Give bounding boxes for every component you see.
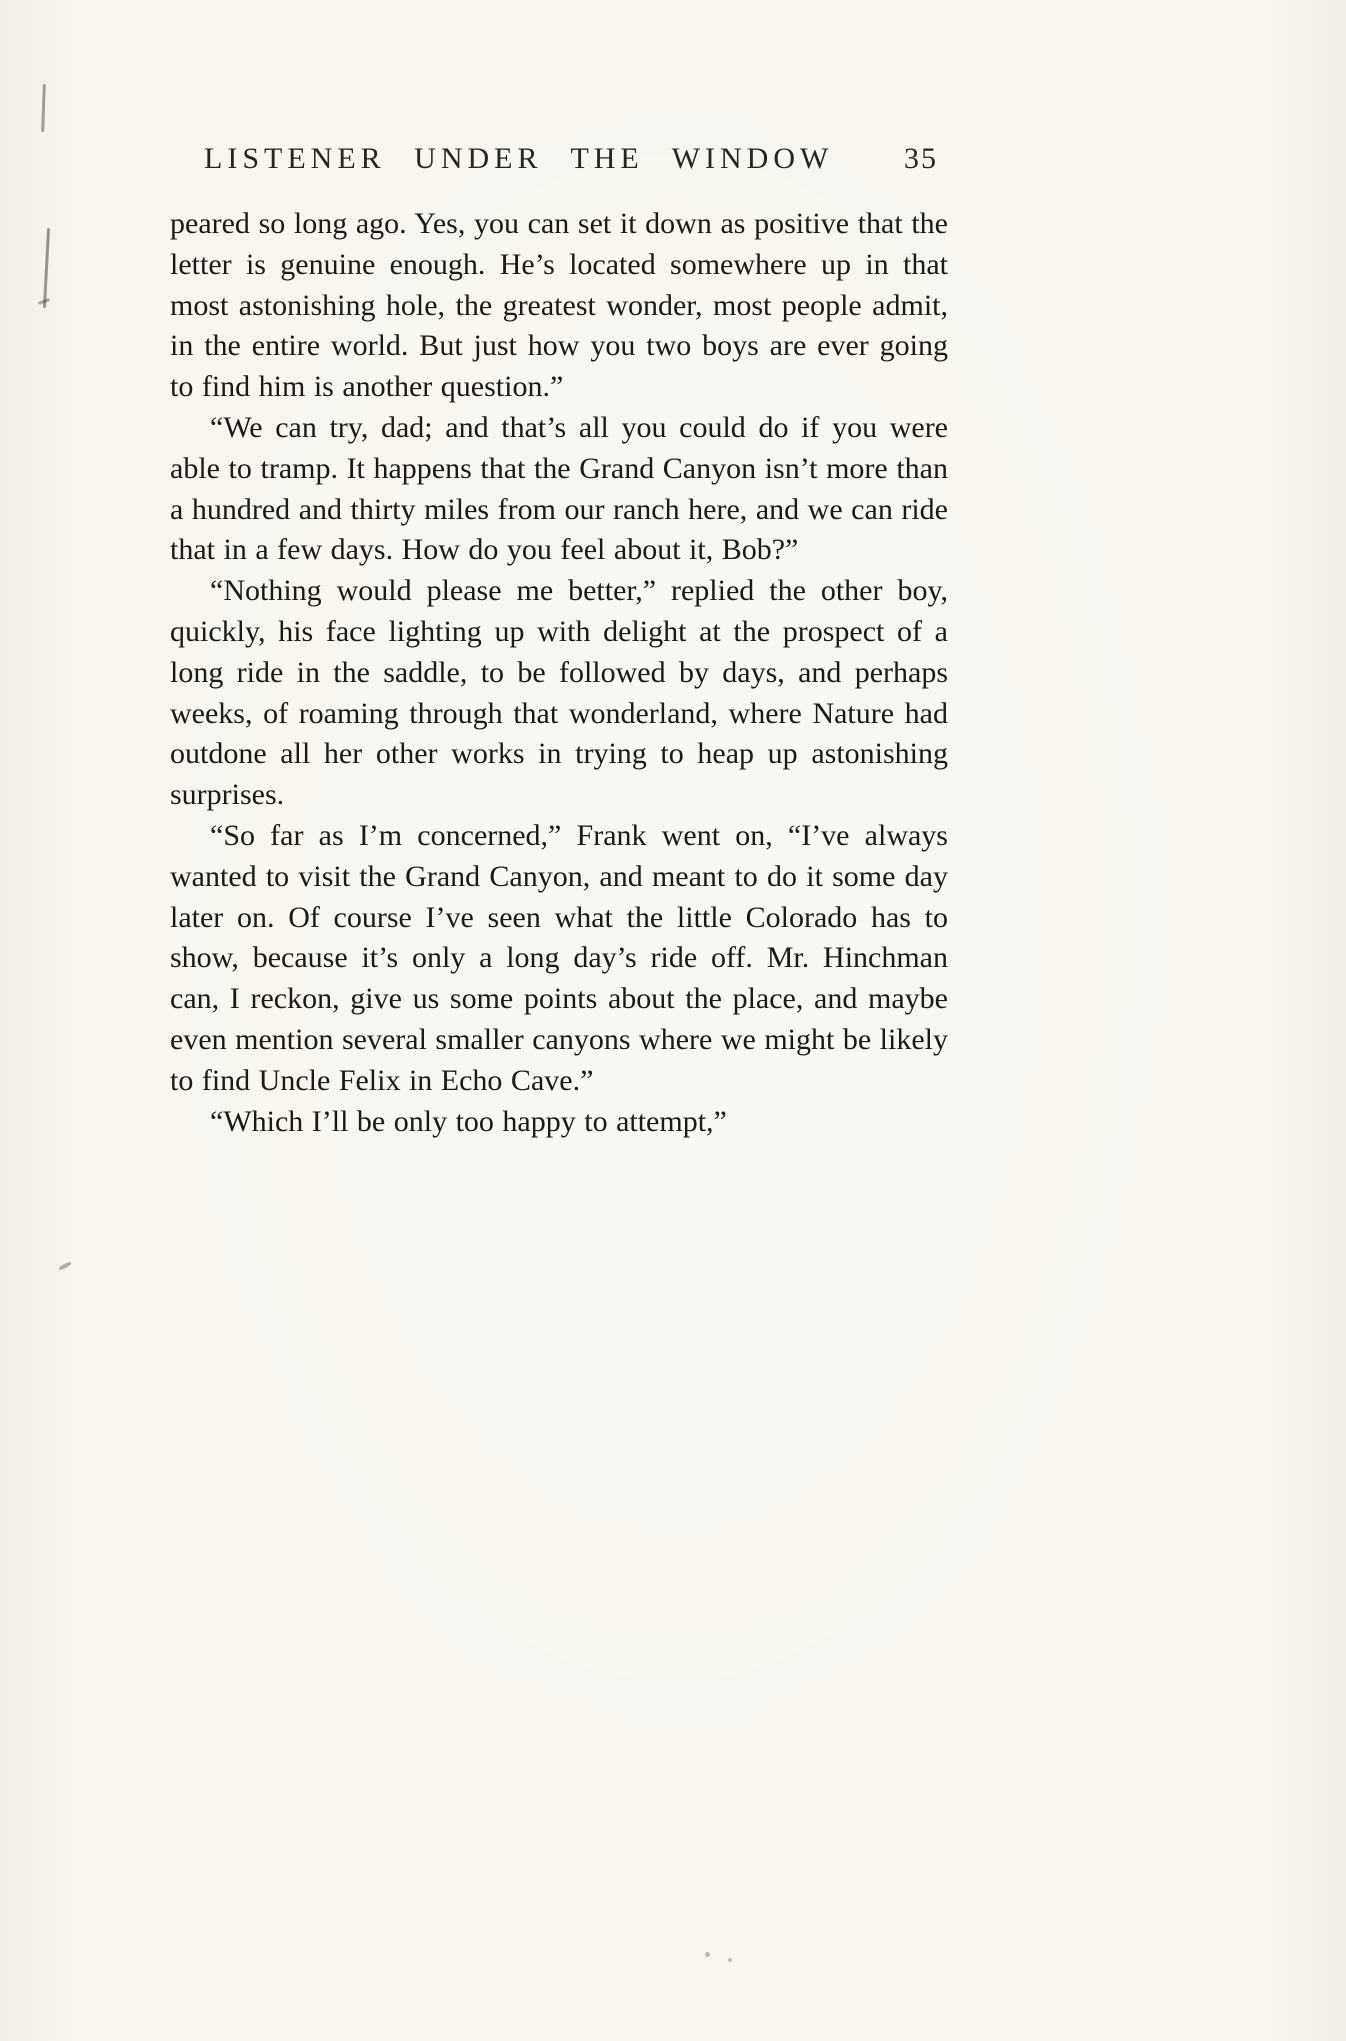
running-head: [170, 142, 948, 176]
paragraph-continuation: peared so long ago. Yes, you can set it down as positive that the letter is genuine enough. He’s located somewhere up in that most astonishing hole, the greatest wonder, most people admit, in the entire world. But just how you two boys are ever going to find him is another question.”: [170, 207, 948, 404]
running-title: LISTENER UNDER THE WINDOW: [204, 142, 834, 175]
scan-artifact: [705, 1952, 710, 1957]
scan-artifact: [43, 228, 50, 308]
paragraph: “We can try, dad; and that’s all you could do if you were able to tramp. It happens that the Grand Canyon isn’t more than a hundred and thirty miles from our ranch here, and we can ride that in a few days. How do you feel about it, Bob?”: [170, 410, 948, 567]
paragraph: “Which I’ll be only too happy to attempt,”: [210, 1104, 727, 1138]
page-number: 35: [904, 142, 938, 175]
paragraph: “So far as I’m concerned,” Frank went on, “I’ve always wanted to visit the Grand Canyon, and meant to do it some day later on. Of course I’ve seen what the little Colorado has to show, because it’s only a long day’s ride off. Mr. Hinchman can, I reckon, give us some points about the place, and maybe even mention several smaller canyons where we might be likely to find Uncle Felix in Echo Cave.”: [170, 818, 948, 1097]
scan-artifact: [728, 1958, 732, 1962]
scan-artifact: [41, 84, 46, 132]
paragraph: “Nothing would please me better,” replied the other boy, quickly, his face lighting up with delight at the prospect of a long ride in the saddle, to be followed by days, and perhaps weeks, of roaming through that wonderland, where Nature had outdone all her other works in trying to heap up astonishing surprises.: [170, 574, 948, 812]
scan-artifact: [38, 298, 50, 305]
page-body: [170, 204, 948, 1142]
text-block: [170, 142, 948, 1142]
scan-artifact: [58, 1261, 72, 1271]
